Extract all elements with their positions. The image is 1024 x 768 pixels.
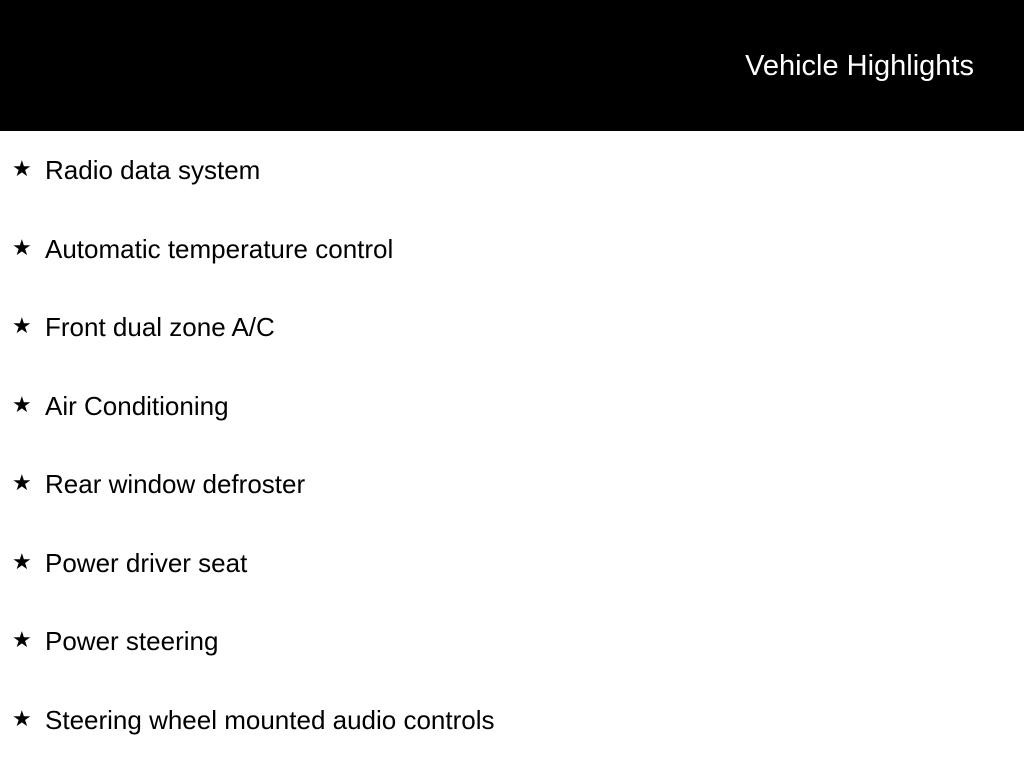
star-bullet-icon: ★ — [12, 627, 32, 653]
feature-label: Automatic temperature control — [45, 233, 394, 264]
feature-label: Steering wheel mounted audio controls — [45, 704, 495, 735]
list-item — [0, 288, 1024, 367]
star-bullet-icon: ★ — [12, 313, 32, 339]
feature-label: Air Conditioning — [45, 390, 229, 421]
list-item — [0, 367, 1024, 446]
list-item — [0, 602, 1024, 681]
star-bullet-icon: ★ — [12, 548, 32, 574]
list-item — [0, 524, 1024, 603]
star-bullet-icon: ★ — [12, 156, 32, 182]
page-title: Vehicle Highlights — [745, 50, 974, 82]
feature-label: Power driver seat — [45, 547, 248, 578]
star-bullet-icon: ★ — [12, 470, 32, 496]
star-bullet-icon: ★ — [12, 234, 32, 260]
list-item — [0, 210, 1024, 289]
feature-label: Front dual zone A/C — [45, 312, 275, 343]
feature-label: Radio data system — [45, 155, 261, 186]
list-item — [0, 681, 1024, 760]
star-bullet-icon: ★ — [12, 705, 32, 731]
header-bar — [0, 0, 1024, 131]
feature-label: Rear window defroster — [45, 469, 306, 500]
star-bullet-icon: ★ — [12, 391, 32, 417]
list-item — [0, 131, 1024, 210]
list-item — [0, 445, 1024, 524]
vehicle-features-list — [0, 131, 1024, 759]
feature-label: Power steering — [45, 626, 219, 657]
